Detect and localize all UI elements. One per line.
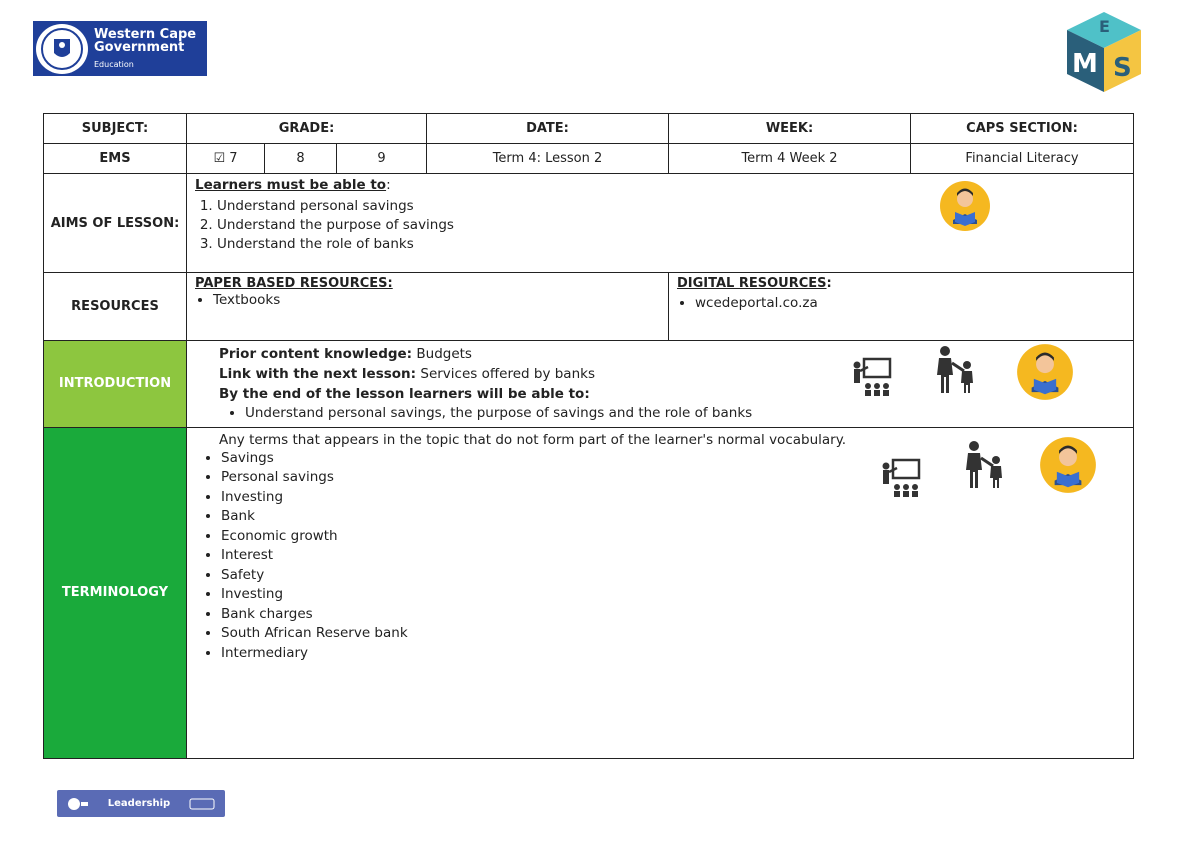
introduction-row <box>44 341 1134 428</box>
grade-header: GRADE: <box>187 114 427 144</box>
next-lesson-label: Link with the next lesson: <box>219 366 417 382</box>
lesson-plan-table <box>43 113 1134 759</box>
digital-heading-colon: : <box>826 276 832 291</box>
reading-learner-icon <box>939 180 991 232</box>
wcg-logo <box>33 21 207 76</box>
footer-partner-logos <box>57 790 225 817</box>
digital-resources <box>669 273 1134 341</box>
aims-content <box>187 174 1134 273</box>
org-name-line2: Government <box>94 40 185 56</box>
parent-child-icon <box>931 345 981 395</box>
partner-logo-icon <box>67 797 89 811</box>
teacher-board-icon <box>850 357 896 397</box>
list-item: 3. Understand the role of banks <box>217 235 1125 254</box>
caps-header: CAPS SECTION: <box>911 114 1134 144</box>
aims-row <box>44 174 1134 273</box>
list-item: • Bank charges <box>221 605 1125 625</box>
grade-9-option[interactable]: 9 <box>337 144 427 174</box>
week-value: Term 4 Week 2 <box>669 144 911 174</box>
list-item: • Investing <box>221 488 1125 508</box>
week-header: WEEK: <box>669 114 911 144</box>
end-of-lesson-label: By the end of the lesson learners will be able to: <box>219 386 590 402</box>
list-item: 2. Understand the purpose of savings <box>217 216 1125 235</box>
list-item: • Savings <box>221 449 1125 469</box>
paper-resources <box>187 273 669 341</box>
caps-value: Financial Literacy <box>911 144 1134 174</box>
resources-label: RESOURCES <box>44 273 187 341</box>
terminology-row <box>44 427 1134 758</box>
transform-logo-icon <box>189 797 215 811</box>
list-item: • Economic growth <box>221 527 1125 547</box>
org-name-line1: Western Cape <box>94 26 197 42</box>
svg-text:M: M <box>1072 49 1098 79</box>
list-item: • Bank <box>221 507 1125 527</box>
list-item: • Understand personal savings, the purpose of savings and the role of banks <box>245 404 1125 424</box>
reading-learner-icon <box>1039 436 1097 494</box>
list-item: • Investing <box>221 585 1125 605</box>
prior-knowledge-value: Budgets <box>416 346 472 362</box>
aims-heading-colon: : <box>386 177 391 193</box>
reading-learner-icon <box>1016 343 1074 401</box>
ems-logo-icon <box>1063 10 1145 94</box>
teacher-board-icon <box>879 458 925 498</box>
date-header: DATE: <box>427 114 669 144</box>
list-item: • Safety <box>221 566 1125 586</box>
date-value: Term 4: Lesson 2 <box>427 144 669 174</box>
resources-row <box>44 273 1134 341</box>
terminology-intro: Any terms that appears in the topic that do not form part of the learner's normal vocabulary. <box>219 431 847 448</box>
grade-8-option[interactable]: 8 <box>265 144 337 174</box>
aims-label: AIMS OF LESSON: <box>44 174 187 273</box>
org-department: Education <box>94 59 134 69</box>
list-item: • Textbooks <box>213 291 660 311</box>
introduction-label: INTRODUCTION <box>44 341 187 428</box>
list-item: 1. Understand personal savings <box>217 197 1125 216</box>
svg-text:E: E <box>1099 17 1110 36</box>
aims-heading: Learners must be able to <box>195 177 387 193</box>
header-row <box>44 114 1134 144</box>
leadership-badge: Leadership <box>107 798 171 809</box>
digital-resources-heading: DIGITAL RESOURCES <box>677 276 827 291</box>
introduction-content <box>187 341 1134 428</box>
svg-text:S: S <box>1113 53 1132 83</box>
coat-of-arms-icon <box>36 24 88 74</box>
subject-value: EMS <box>44 144 187 174</box>
paper-resources-heading: PAPER BASED RESOURCES: <box>195 276 393 291</box>
grade-7-checkbox[interactable]: ☑ 7 <box>187 144 265 174</box>
prior-knowledge-label: Prior content knowledge: <box>219 346 413 362</box>
list-item: • Intermediary <box>221 644 1125 664</box>
next-lesson-value: Services offered by banks <box>420 366 595 382</box>
list-item: • South African Reserve bank <box>221 624 1125 644</box>
portal-link[interactable]: • wcedeportal.co.za <box>695 294 1125 314</box>
terminology-label: TERMINOLOGY <box>44 427 187 758</box>
terminology-content <box>187 427 1134 758</box>
list-item: • Interest <box>221 546 1125 566</box>
value-row <box>44 144 1134 174</box>
parent-child-icon <box>960 440 1010 490</box>
subject-header: SUBJECT: <box>44 114 187 144</box>
list-item: • Personal savings <box>221 468 1125 488</box>
